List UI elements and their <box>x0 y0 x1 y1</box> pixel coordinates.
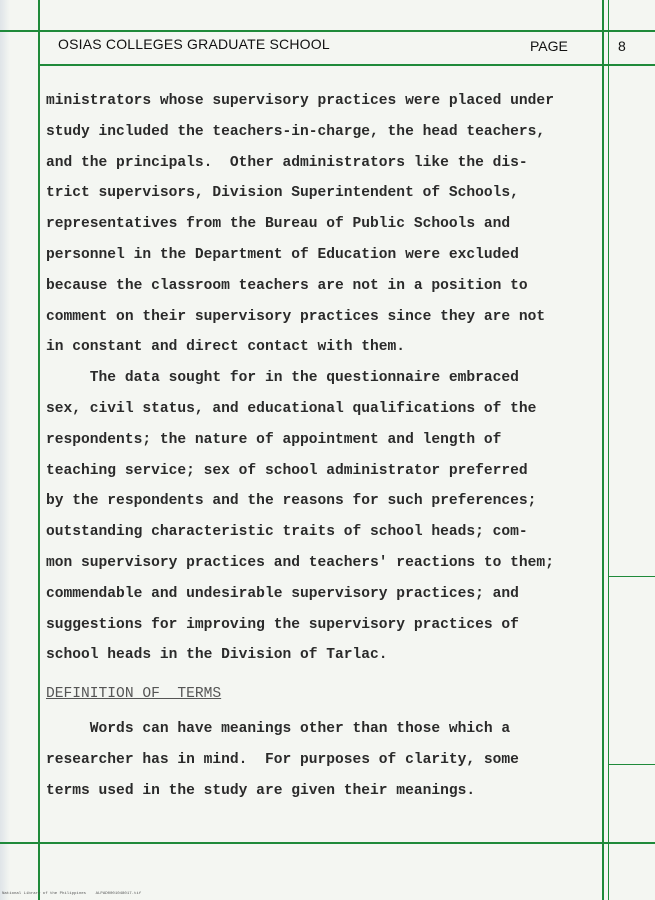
text-line: terms used in the study are given their meanings. <box>46 782 476 799</box>
text-line: The data sought for in the questionnaire embraced <box>46 370 519 387</box>
text-line: outstanding characteristic traits of school heads; com- <box>46 524 528 541</box>
text-line: respondents; the nature of appointment and length of <box>46 431 502 448</box>
scan-footer: National Library of the Philippines ALPAD0001048017.tif <box>2 892 142 896</box>
scan-margin-shade <box>0 0 10 900</box>
text-line: school heads in the Division of Tarlac. <box>46 647 388 664</box>
body-text <box>46 86 602 671</box>
text-line: researcher has in mind. For purposes of clarity, some <box>46 751 519 768</box>
school-name-header: OSIAS COLLEGES GRADUATE SCHOOL <box>58 36 330 52</box>
text-line: because the classroom teachers are not in a position to <box>46 277 528 294</box>
frame-line-header-bottom <box>38 64 655 66</box>
text-line: suggestions for improving the supervisory practices of <box>46 616 519 633</box>
frame-line-far-right <box>608 0 609 900</box>
text-line: and the principals. Other administrators like the dis- <box>46 154 528 171</box>
text-line: trict supervisors, Division Superintendent of Schools, <box>46 185 519 202</box>
text-line: representatives from the Bureau of Public Schools and <box>46 216 511 233</box>
frame-line-left <box>38 0 40 900</box>
frame-line-top <box>0 30 655 32</box>
text-line: mon supervisory practices and teachers' reactions to them; <box>46 554 554 571</box>
text-line: commendable and undesirable supervisory practices; and <box>46 585 519 602</box>
frame-line-margin-mark-2 <box>608 764 655 765</box>
section-heading: DEFINITION OF TERMS <box>46 686 222 702</box>
page-number: 8 <box>618 38 626 54</box>
text-line: teaching service; sex of school administrator preferred <box>46 462 528 479</box>
text-line: ministrators whose supervisory practices were placed under <box>46 93 554 109</box>
page-label: PAGE <box>530 38 568 54</box>
text-line: study included the teachers-in-charge, the head teachers, <box>46 123 546 140</box>
text-line: Words can have meanings other than those which a <box>46 721 511 737</box>
text-line: personnel in the Department of Education were excluded <box>46 246 519 263</box>
text-line: in constant and direct contact with them. <box>46 339 406 356</box>
frame-line-margin-mark-1 <box>608 576 655 577</box>
text-line: by the respondents and the reasons for such preferences; <box>46 493 537 510</box>
frame-line-bottom <box>0 842 655 844</box>
definition-text <box>46 714 602 806</box>
frame-line-right <box>602 0 604 900</box>
text-line: sex, civil status, and educational qualifications of the <box>46 400 537 417</box>
text-line: comment on their supervisory practices since they are not <box>46 308 546 325</box>
